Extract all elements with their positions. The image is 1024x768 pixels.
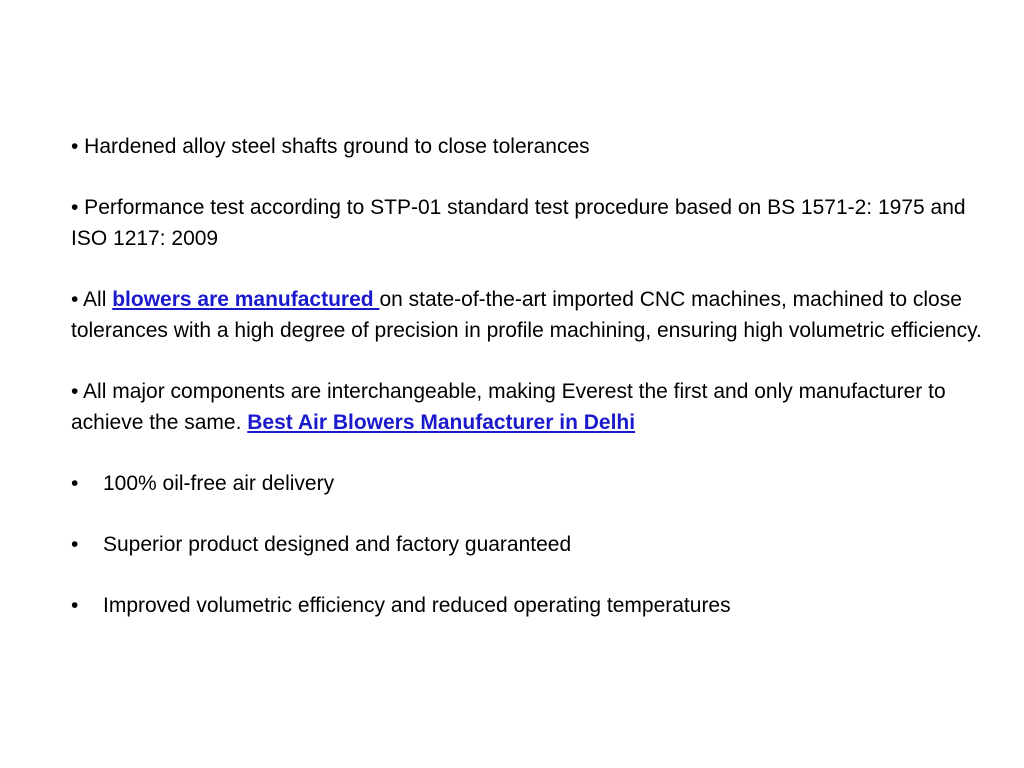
slide-content [71,131,991,651]
bullet-item-text: Improved volumetric efficiency and reduced operating temperatures [103,594,731,617]
blowers-manufactured-link[interactable]: blowers are manufactured [112,288,380,311]
bullet-item-text: Superior product designed and factory guaranteed [103,533,572,556]
bullet-item-efficiency [71,590,991,621]
feature-cnc-suffix: on state-of-the-art imported CNC machines, machined to close tolerances with a high degree of precision in profile machining, ensuring high volumetric efficiency. [71,288,982,342]
feature-performance-test [71,192,991,254]
feature-shafts [71,131,991,162]
feature-cnc-prefix: • All [71,288,113,311]
feature-shafts-text: • Hardened alloy steel shafts ground to close tolerances [71,135,590,158]
bullet-item-text: 100% oil-free air delivery [103,472,335,495]
bullet-icon: • [71,533,79,556]
best-air-blowers-link[interactable]: Best Air Blowers Manufacturer in Delhi [247,411,636,434]
feature-performance-test-text: • Performance test according to STP-01 standard test procedure based on BS 1571-2: 1975 and ISO 1217: 2009 [71,196,966,250]
bullet-icon: • [71,472,79,495]
feature-interchangeable-text: • All major components are interchangeable, making Everest the first and only manufacturer to achieve the same. [71,380,946,434]
feature-cnc-manufacturing [71,284,991,346]
bullet-item-guaranteed [71,529,991,560]
bullet-item-oil-free [71,468,991,499]
bullet-icon: • [71,594,79,617]
feature-interchangeable [71,376,991,438]
